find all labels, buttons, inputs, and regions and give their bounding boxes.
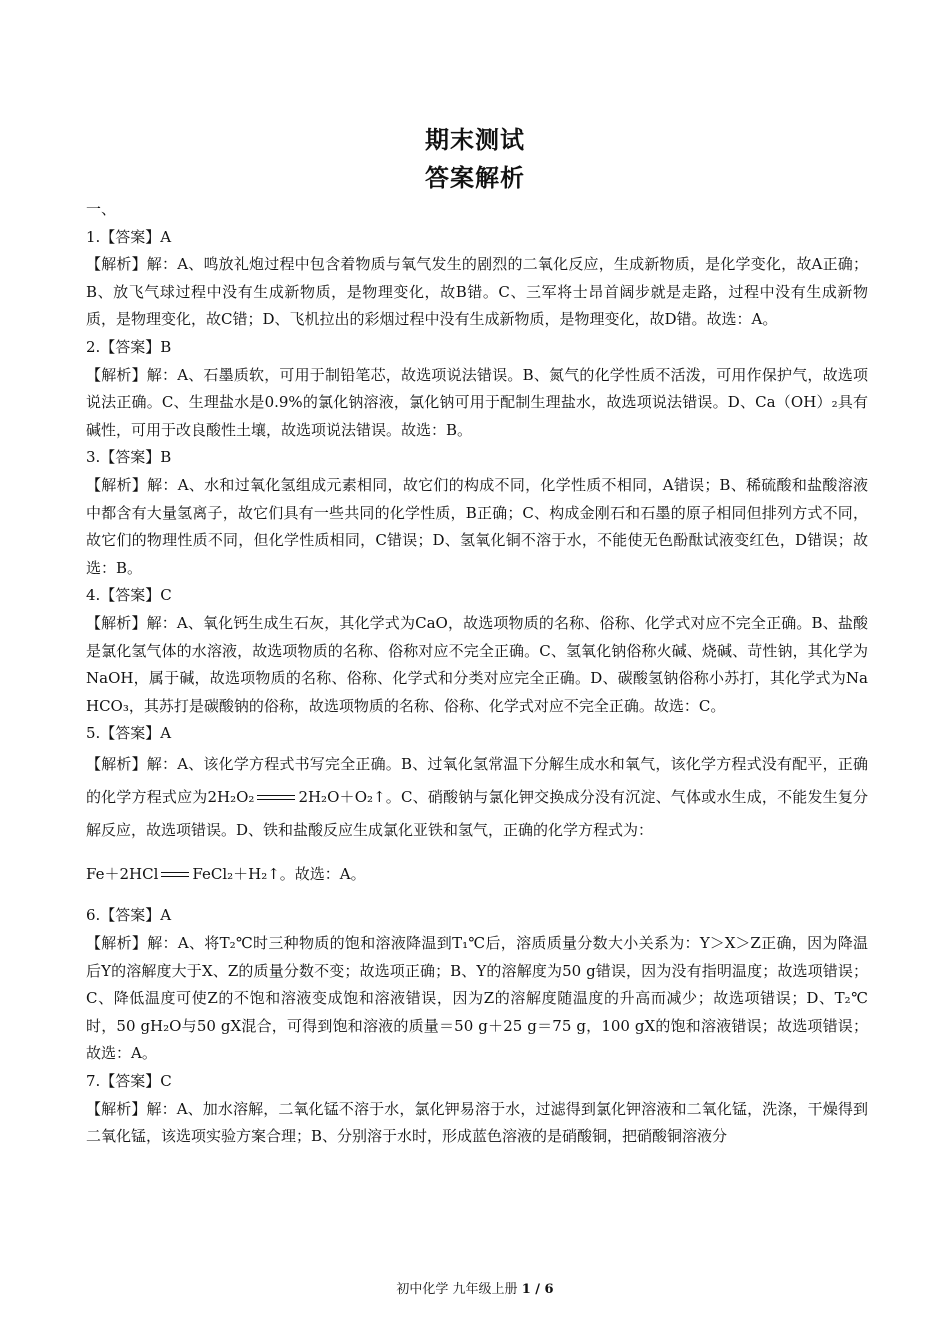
q5-text-b: 2H₂O＋O₂↑。C、硝酸钠与氯化钾交换成分没有沉淀、气体或水生成，不能发生复分解反应，故选项错误。D、铁和盐酸反应生成氯化亚铁和氢气，正确的化学方程式为： (86, 787, 869, 839)
q5-text-a: 【解析】解：A、该化学方程式书写完全正确。B、过氧化氢常温下分解生成水和氧气，该化学方程式没有配平，正确的化学方程式应为2H₂O₂ (86, 754, 868, 806)
q5-explanation (86, 748, 868, 847)
equation-sign (161, 872, 189, 877)
q6-answer: 6.【答案】A (86, 906, 172, 925)
q2-explanation: 【解析】解：A、石墨质软，可用于制铅笔芯，故选项说法错误。B、氮气的化学性质不活泼，可用作保护气，故选项说法正确。C、生理盐水是0.9%的氯化钠溶液，氯化钠可用于配制生理盐水，故选项说法错误。D、Ca（OH）₂具有碱性，可用于改良酸性土壤，故选项说法错误。故选：B。 (86, 365, 868, 439)
q5-equation (86, 861, 868, 889)
q7-explanation: 【解析】解：A、加水溶解，二氧化锰不溶于水，氯化钾易溶于水，过滤得到氯化钾溶液和二氧化锰，洗涤，干燥得到二氧化锰，该选项实验方案合理；B、分别溶于水时，形成蓝色溶液的是硝酸铜，把硝酸铜溶液分 (86, 1099, 868, 1146)
q1-answer: 1.【答案】A (86, 227, 172, 246)
page-footer (0, 1278, 950, 1297)
q4-answer: 4.【答案】C (86, 586, 172, 605)
q5-answer: 5.【答案】A (86, 724, 172, 743)
page-number: 1 / 6 (521, 1282, 554, 1297)
footer-course: 初中化学 九年级上册 (396, 1282, 518, 1297)
q5-eq-right: FeCl₂＋H₂↑。故选：A。 (192, 864, 366, 883)
answer-content (86, 196, 868, 1151)
page-title: 期末测试 (425, 126, 525, 154)
q7-answer: 7.【答案】C (86, 1072, 172, 1091)
section-heading: 一、 (86, 200, 117, 218)
q4-explanation: 【解析】解：A、氧化钙生成生石灰，其化学式为CaO，故选项物质的名称、俗称、化学式对应不完全正确。B、盐酸是氯化氢气体的水溶液，故选项物质的名称、俗称对应不完全正确。C、氢氧化钠俗称火碱、烧碱、苛性钠，其化学为NaOH，属于碱，故选项物质的名称、俗称、化学式和分类对应完全正确。D、碳酸氢钠俗称小苏打，其化学式为NaHCO₃，其苏打是碳酸钠的俗称，故选项物质的名称、俗称、化学式对应不完全正确。故选：C。 (86, 613, 868, 715)
q5-eq-left: Fe＋2HCl (86, 864, 159, 883)
page-subtitle: 答案解析 (425, 164, 525, 192)
equation-sign (257, 795, 295, 800)
q1-explanation: 【解析】解：A、鸣放礼炮过程中包含着物质与氧气发生的剧烈的二氧化反应，生成新物质，是化学变化，故A正确；B、放飞气球过程中没有生成新物质，是物理变化，故B错。C、三军将士昂首阔步就是走路，过程中没有生成新物质，是物理变化，故C错；D、飞机拉出的彩烟过程中没有生成新物质，是物理变化，故D错。故选：A。 (86, 255, 868, 329)
q2-answer: 2.【答案】B (86, 337, 172, 356)
q3-answer: 3.【答案】B (86, 448, 172, 467)
q3-explanation: 【解析】解：A、水和过氧化氢组成元素相同，故它们的构成不同，化学性质不相同，A错误；B、稀硫酸和盐酸溶液中都含有大量氢离子，故它们具有一些共同的化学性质，B正确；C、构成金刚石和石墨的原子相同但排列方式不同，故它们的物理性质不同，但化学性质相同，C错误；D、氢氧化铜不溶于水，不能使无色酚酞试液变红色，D错误；故选：B。 (86, 475, 868, 577)
q6-explanation: 【解析】解：A、将T₂℃时三种物质的饱和溶液降温到T₁℃后，溶质质量分数大小关系为：Y＞X＞Z正确，因为降温后Y的溶解度大于X、Z的质量分数不变；故选项正确；B、Y的溶解度为50 g错误，因为没有指明温度；故选项错误；C、降低温度可使Z的不饱和溶液变成饱和溶液错误，因为Z的溶解度随温度的升高而减少；故选项错误；D、T₂℃时，50 gH₂O与50 gX混合，可得到饱和溶液的质量＝50 g＋25 g＝75 g，100 gX的饱和溶液错误；故选项错误；故选：A。 (86, 934, 868, 1063)
